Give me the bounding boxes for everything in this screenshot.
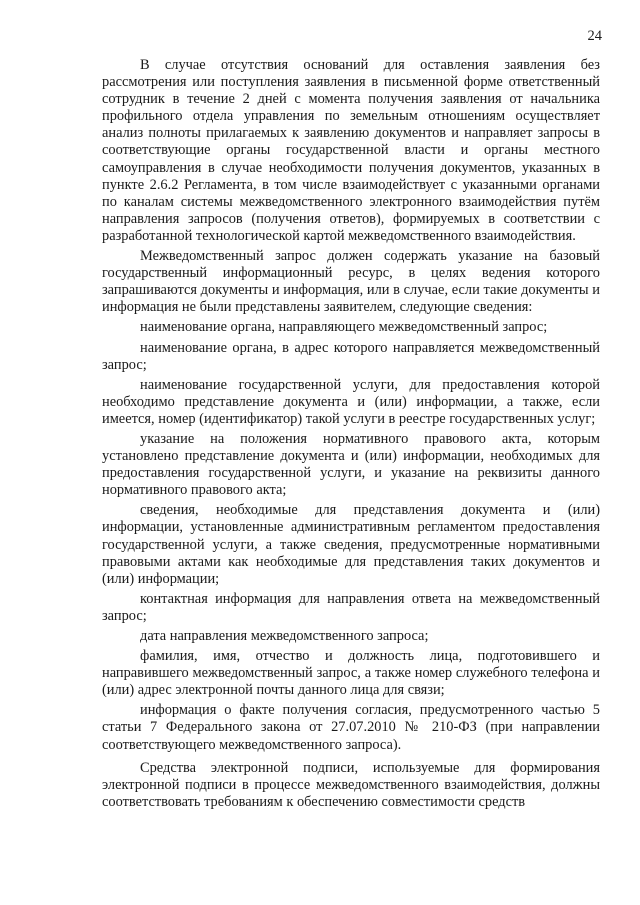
page-number: 24 xyxy=(587,28,602,44)
paragraph-request-procedure: В случае отсутствия оснований для оставления заявления без рассмотрения или поступления заявления в письменной форме ответственный сотрудник в течение 2 дней с момента получения заявления от начальника профильного отдела управления по земельным отношениям осуществляет анализ полноты прилагаемых к заявлению документов и направляет запросы в соответствующие органы государственной власти и органы местного самоуправления в случае необходимости получения документов, указанных в пункте 2.6.2 Регламента, в том числе взаимодействует с указанными органами по каналам системы межведомственного электронного взаимодействия путём направления запросов (получения ответов), формируемых в соответствии с разработанной технологической картой межведомственного взаимодействия. xyxy=(102,57,600,244)
paragraph-electronic-signature: Средства электронной подписи, используемые для формирования электронной подписи в процессе межведомственного взаимодействия, должны соответствовать требованиям к обеспечению совместимости средств xyxy=(102,759,600,810)
list-item-request-date: дата направления межведомственного запроса; xyxy=(140,628,429,644)
list-item-responsible-person: фамилия, имя, отчество и должность лица, подготовившего и направившего межведомственный запрос, а также номер служебного телефона и (или) адрес электронной почты данного лица для связи; xyxy=(102,648,600,699)
paragraph-request-contents: Межведомственный запрос должен содержать указание на базовый государственный информационный ресурс, в целях ведения которого запрашиваются документы и информация, или в случае, если такие документы и информация не были представлены заявителем, следующие сведения: xyxy=(102,248,600,316)
list-item-receiving-authority: наименование органа, в адрес которого направляется межведомственный запрос; xyxy=(102,339,600,373)
list-item-contact-information: контактная информация для направления ответа на межведомственный запрос; xyxy=(102,590,600,624)
list-item-legal-act: указание на положения нормативного правового акта, которым установлено представление документа и (или) информации, необходимых для предоставления государственной услуги, и указание на реквизиты данного нормативного правового акта; xyxy=(102,430,600,499)
document-body xyxy=(102,57,600,811)
list-item-consent-information: информация о факте получения согласия, предусмотренного частью 5 статьи 7 Федерального закона от 27.07.2010 № 210-ФЗ (при направлении соответствующего межведомственного запроса). xyxy=(102,702,600,753)
list-item-service-name: наименование государственной услуги, для предоставления которой необходимо представление документа и (или) информации, а также, если имеется, номер (идентификатор) такой услуги в реестре государственных услуг; xyxy=(102,376,600,427)
list-item-sending-authority: наименование органа, направляющего межведомственный запрос; xyxy=(140,319,548,336)
list-item-required-information: сведения, необходимые для представления документа и (или) информации, установленные административным регламентом предоставления государственной услуги, а также сведения, предусмотренные нормативными правовыми актами как необходимые для представления таких документов и (или) информации; xyxy=(102,502,600,587)
